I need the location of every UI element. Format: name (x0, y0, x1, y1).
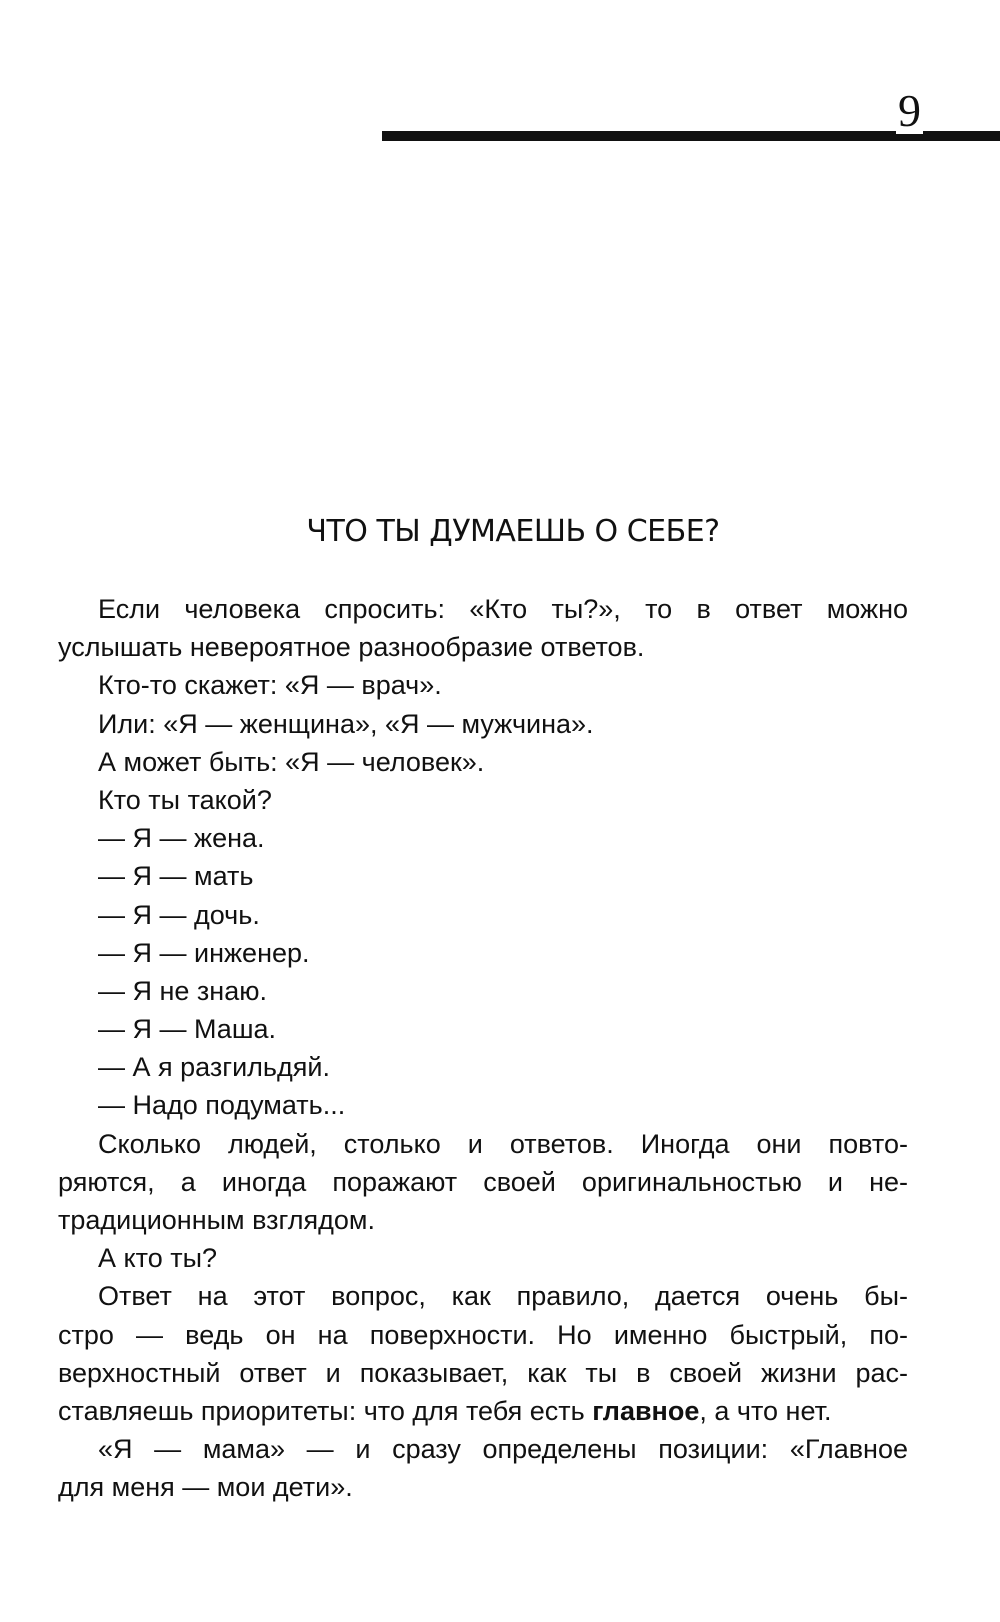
line-text: ставляешь приоритеты: что для тебя есть (58, 1395, 593, 1426)
dialogue-line: — Надо подумать... (98, 1090, 346, 1121)
paragraph-line: Сколько людей, столько и ответов. Иногда они повто- (98, 1128, 908, 1159)
dialogue-line: — Я — мать (98, 861, 254, 892)
page-number: 9 (898, 85, 921, 136)
paragraph-line: верхностный ответ и показывает, как ты в своей жизни рас- (58, 1357, 908, 1388)
body-text (58, 590, 908, 1507)
line-text: , а что нет. (699, 1395, 832, 1426)
paragraph-line: стро — ведь он на поверхности. Но именно быстрый, по- (58, 1319, 908, 1350)
dialogue-line: — Я — дочь. (98, 899, 260, 930)
dialogue-line: — Я — инженер. (98, 937, 310, 968)
paragraph-line: А может быть: «Я — человек». (98, 746, 485, 777)
dialogue-line: — Я — Маша. (98, 1014, 276, 1045)
paragraph-line: «Я — мама» — и сразу определены позиции: «Главное (98, 1434, 908, 1465)
paragraph-line: Кто ты такой? (98, 784, 272, 815)
chapter-title: ЧТО ТЫ ДУМАЕШЬ О СЕБЕ? (306, 514, 720, 549)
paragraph-line: Ответ на этот вопрос, как правило, дается очень бы- (98, 1281, 908, 1312)
paragraph-line: для меня — мои дети». (58, 1472, 353, 1503)
paragraph-line: ряются, а иногда поражают своей оригинальностью и не- (58, 1166, 908, 1197)
paragraph-line: услышать невероятное разнообразие ответов. (58, 632, 645, 663)
paragraph-line: Кто-то скажет: «Я — врач». (98, 670, 442, 701)
dialogue-line: — Я — жена. (98, 823, 265, 854)
dialogue-line: — А я разгильдяй. (98, 1052, 330, 1083)
paragraph-line: Или: «Я — женщина», «Я — мужчина». (98, 708, 594, 739)
paragraph-line: традиционным взглядом. (58, 1205, 375, 1235)
dialogue-line: — Я не знаю. (98, 975, 267, 1006)
emphasis-word: главное (592, 1395, 700, 1426)
paragraph-line: Если человека спросить: «Кто ты?», то в ответ можно (98, 594, 908, 624)
paragraph-line (58, 1392, 908, 1430)
paragraph-line: А кто ты? (98, 1243, 217, 1274)
